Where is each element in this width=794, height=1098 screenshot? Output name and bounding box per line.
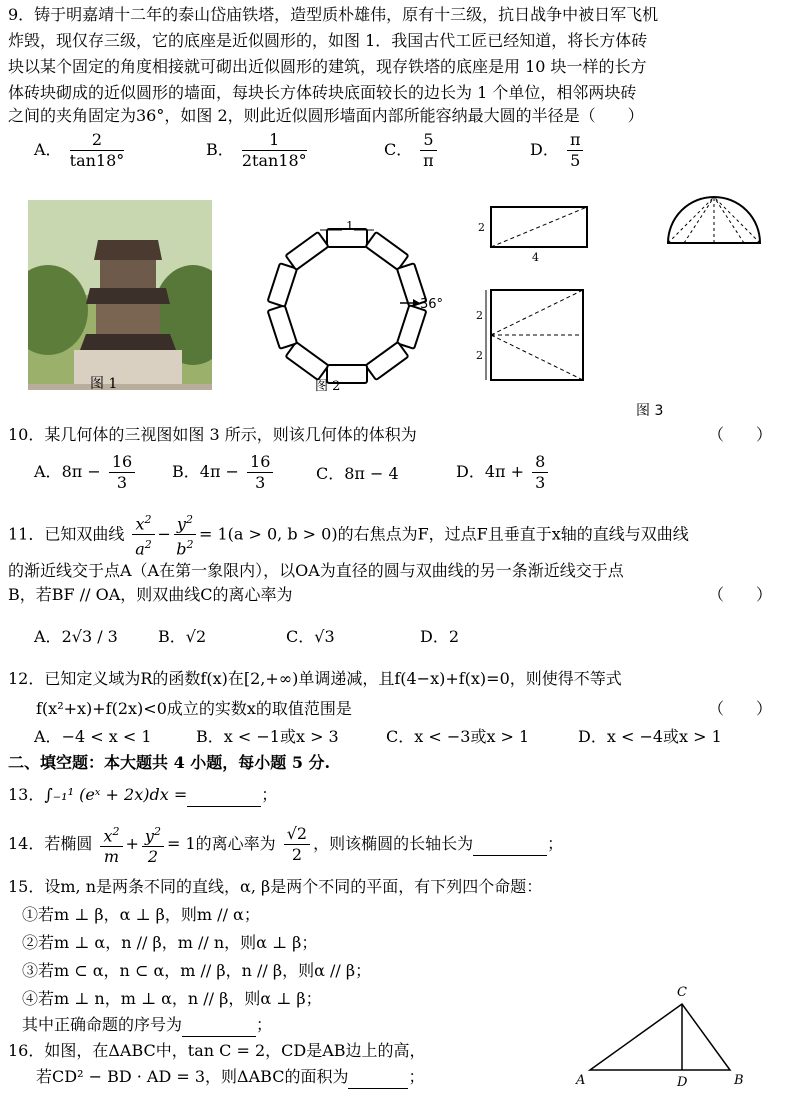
- brick: [365, 232, 408, 270]
- q16-answer-blank[interactable]: [348, 1066, 408, 1089]
- q10-option-b: B．4π − $\frac{16}{3}$: [172, 452, 276, 493]
- q12-bracket: （ ）: [708, 699, 773, 718]
- q15-item-4: ④若m ⊥ n，m ⊥ α，n // β，则α ⊥ β；: [22, 989, 322, 1008]
- q12-option-c: C．x < −3或x > 1: [386, 727, 530, 746]
- q9-line-4: 体砖块砌成的近似圆形的墙面，每块长方体砖块底面较长的边长为 1 个单位，相邻两块砖: [8, 83, 637, 102]
- figure-2-angle-label: 36°: [420, 297, 444, 312]
- figure-3-three-views: [470, 195, 794, 420]
- section-2-heading: 二、填空题：本大题共 4 小题，每小题 5 分.: [8, 753, 331, 772]
- figure-3-side-bottom: 2: [476, 349, 483, 362]
- q9-line-2: 炸毁，现仅存三级，它的底座是近似圆形的，如图 1．我国古代工匠已经知道，将长方体砖: [8, 31, 648, 50]
- figure-3-front-width: 4: [532, 251, 539, 264]
- q9-option-b: B． $\frac{1}{2\tan 18^\circ}$: [206, 130, 307, 170]
- q11-option-c: C．√3: [286, 627, 335, 646]
- brick: [268, 263, 297, 307]
- figure-1-label: 图 1: [90, 376, 118, 390]
- q11-line-3: B，若BF // OA，则双曲线C的离心率为: [8, 585, 293, 604]
- figure-3-side-top: 2: [476, 309, 483, 322]
- q12-line-1: 12．已知定义域为R的函数f(x)在[2,+∞)单调递减，且f(4−x)+f(x)=0，则使得不等式: [8, 669, 622, 688]
- q9-line-1: 9．铸于明嘉靖十二年的泰山岱庙铁塔，造型质朴雄伟，原有十三级，抗日战争中被日军飞机: [8, 5, 659, 24]
- triangle-vertex-a: A: [576, 1073, 586, 1088]
- q9-option-a: A． $\frac{2}{\tan 18^\circ}$: [34, 130, 125, 170]
- figure-3-label: 图 3: [636, 403, 664, 419]
- q10-stem: 10．某几何体的三视图如图 3 所示，则该几何体的体积为: [8, 425, 417, 444]
- q15-answer-blank[interactable]: [182, 1014, 256, 1037]
- q15-item-1: ①若m ⊥ β，α ⊥ β，则m // α；: [22, 905, 260, 924]
- q12-option-d: D．x < −4或x > 1: [578, 727, 722, 746]
- figure-2-side-label: 1: [346, 219, 354, 233]
- figure-3-front-height: 2: [478, 221, 485, 234]
- q16-line-2: 若CD² − BD · AD = 3，则ΔABC的面积为 ；: [36, 1066, 424, 1089]
- q11-bracket: （ ）: [708, 585, 773, 604]
- triangle-vertex-c: C: [677, 985, 687, 1000]
- q15-item-3: ③若m ⊂ α，n ⊂ α，m // β，n // β，则α // β；: [22, 961, 372, 980]
- q12-option-a: A．−4 < x < 1: [34, 727, 152, 746]
- q10-option-a: A．8π − $\frac{16}{3}$: [34, 452, 138, 493]
- figure-2-decagon: [250, 218, 450, 394]
- triangle-vertex-b: B: [734, 1073, 744, 1088]
- q14-answer-blank[interactable]: [473, 833, 547, 856]
- q13-answer-blank[interactable]: [187, 784, 261, 807]
- q10-bracket: （ ）: [708, 425, 773, 444]
- q15-stem: 15．设m, n是两条不同的直线，α, β是两个不同的平面，有下列四个命题：: [8, 877, 543, 896]
- triangle-foot-d: D: [677, 1075, 688, 1090]
- q13-line: 13．∫₋₁¹ (eˣ + 2x)dx = ；: [8, 784, 277, 807]
- q16-triangle-figure: [570, 978, 760, 1093]
- figure-1-pagoda-photo: [28, 200, 212, 390]
- q9-line-3: 块以某个固定的角度相接就可砌出近似圆形的建筑，现存铁塔的底座是用 10 块一样的长方: [8, 57, 647, 76]
- q10-option-d: D．4π + $\frac{8}{3}$: [456, 452, 551, 493]
- brick: [268, 305, 297, 349]
- q16-line-1: 16．如图，在ΔABC中，tan C = 2，CD是AB边上的高，: [8, 1041, 426, 1060]
- q9-option-d: D． $\frac{\pi}{5}$: [530, 130, 586, 171]
- q15-item-2: ②若m ⊥ α，n // β，m // n，则α ⊥ β；: [22, 933, 318, 952]
- q9-option-c: C． $\frac{5}{\pi}$: [384, 130, 440, 171]
- q12-option-b: B．x < −1或x > 3: [196, 727, 339, 746]
- figure-2-label: 图 2: [315, 379, 341, 394]
- q11-option-b: B．√2: [158, 627, 207, 646]
- brick: [286, 232, 329, 270]
- q11-option-a: A．2√3 / 3: [34, 627, 118, 646]
- q9-line-5: 之间的夹角固定为36°，如图 2，则此近似圆形墙面内部所能容纳最大圆的半径是（ ）: [8, 106, 644, 125]
- brick: [365, 342, 408, 380]
- q11-option-d: D．2: [420, 627, 460, 646]
- q11-line-2: 的渐近线交于点A（A在第一象限内），以OA为直径的圆与双曲线的另一条渐近线交于点: [8, 561, 624, 580]
- q14-line: 14．若椭圆 $\frac{x^2}{m}$ + $\frac{y^2}{2}$ = 1的离心率为 $\frac{√2}{2}$ ，则该椭圆的长轴长为 ；: [8, 822, 563, 867]
- brick: [286, 342, 329, 380]
- q10-option-c: C．8π − 4: [316, 464, 399, 483]
- q11-line-1: 11．已知双曲线 $\frac{x^2}{a^2}$ − $\frac{y^2}{b^2}$ = 1(a > 0, b > 0)的右焦点为F，过点F且垂直于x轴的直线与双曲线: [8, 510, 689, 560]
- q12-line-2: f(x²+x)+f(2x)<0成立的实数x的取值范围是: [36, 699, 352, 718]
- q15-tail: 其中正确命题的序号为 ；: [22, 1014, 272, 1037]
